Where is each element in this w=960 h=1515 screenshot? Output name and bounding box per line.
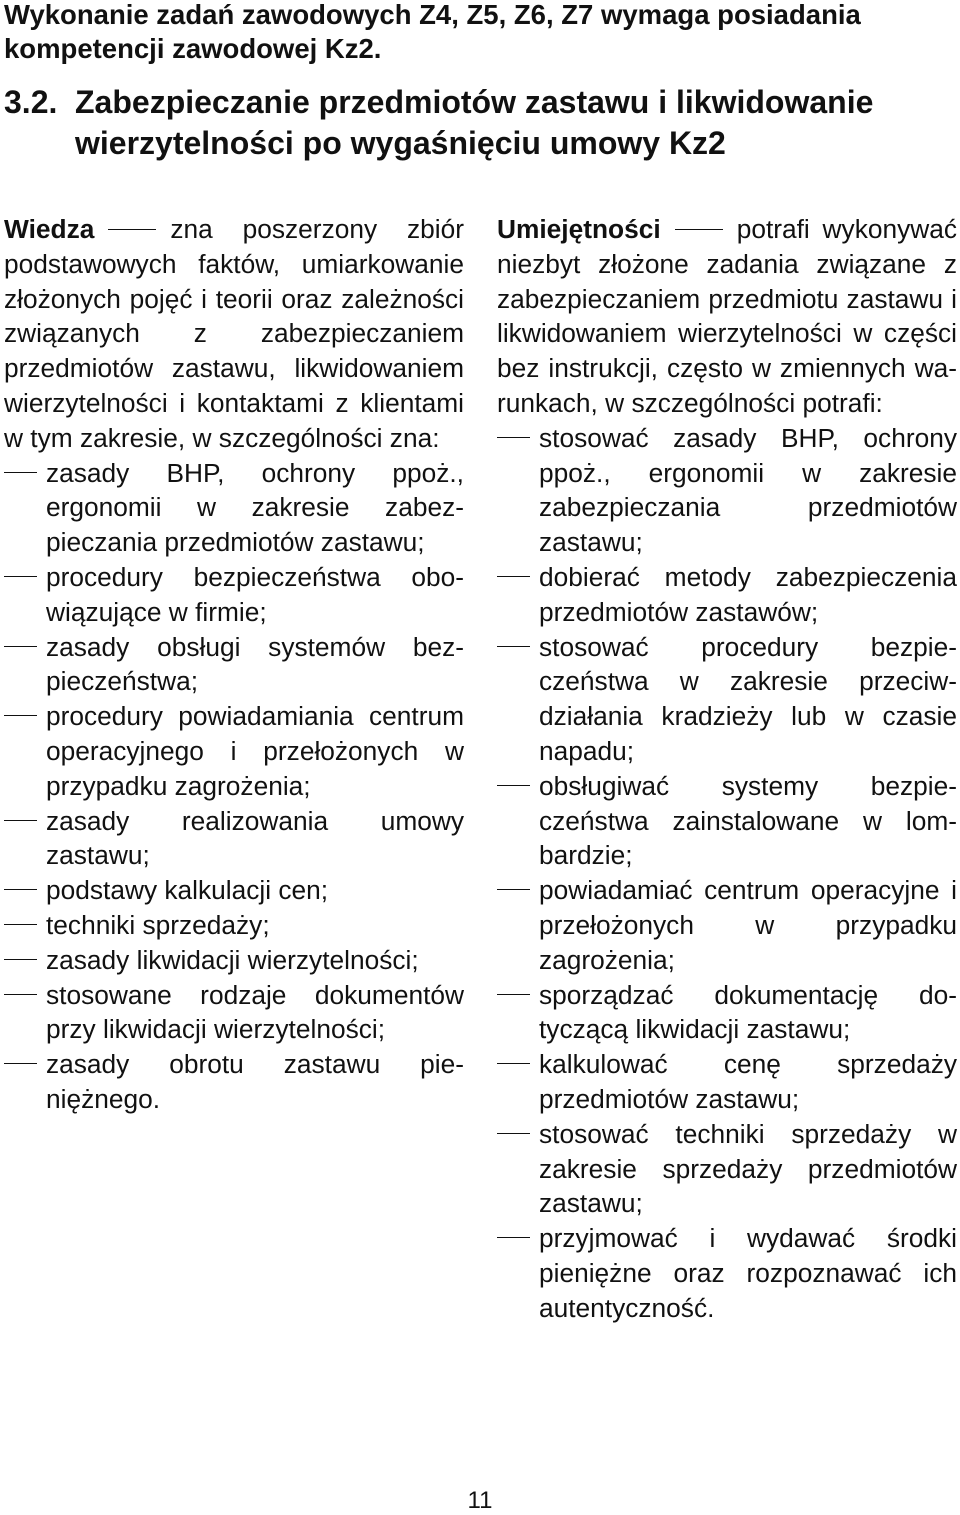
list-item <box>4 978 464 1048</box>
dash-separator <box>675 229 723 230</box>
skills-lead <box>497 212 957 421</box>
dash-bullet-icon <box>4 994 37 995</box>
list-item-text: dobierać metody zabezpieczenia przedmiotów zastawów; <box>539 561 957 627</box>
list-item <box>4 699 464 803</box>
skills-list <box>497 421 957 1326</box>
list-item <box>4 630 464 700</box>
skills-column <box>497 212 957 1326</box>
list-item-text: stosowane rodzaje dokumentów przy likwidacji wierzytelności; <box>46 979 464 1045</box>
dash-bullet-icon <box>4 576 37 577</box>
list-item <box>497 978 957 1048</box>
list-item <box>4 456 464 560</box>
list-item <box>4 908 464 943</box>
knowledge-heading: Wiedza <box>4 214 95 244</box>
list-item-text: procedury bezpieczeństwa obowiązujące w firmie; <box>46 561 464 627</box>
knowledge-text: zna poszerzony zbiór podstawowych faktów, umiarkowanie złożonych pojęć i teorii oraz zależności związanych z zabezpieczaniem przedmiotów zastawu, likwidowaniem wierzytelności i kontaktami z klientami w tym zakresie, w szczególności zna: <box>4 214 464 453</box>
dash-bullet-icon <box>4 959 37 960</box>
list-item-text: zasady likwidacji wierzytelności; <box>46 944 419 975</box>
dash-bullet-icon <box>4 1063 37 1064</box>
list-item <box>4 560 464 630</box>
list-item-text: procedury powiadamiania centrum operacyjnego i przełożonych w przypadku zagrożenia; <box>46 701 464 801</box>
list-item <box>4 873 464 908</box>
dash-bullet-icon <box>4 715 37 716</box>
dash-bullet-icon <box>4 820 37 821</box>
knowledge-lead <box>4 212 464 456</box>
list-item-text: zasady obrotu zastawu pieniężnego. <box>46 1049 464 1114</box>
list-item-text: stosować procedury bezpieczeństwa w zakresie przeciwdziałania kradzieży lub w czasie napadu; <box>539 631 957 766</box>
dash-bullet-icon <box>497 1063 530 1064</box>
list-item-text: zasady BHP, ochrony ppoż., ergonomii w zakresie zabezpieczania przedmiotów zastawu; <box>46 457 464 558</box>
dash-bullet-icon <box>4 889 37 890</box>
list-item <box>497 769 957 873</box>
dash-bullet-icon <box>497 889 530 890</box>
dash-bullet-icon <box>4 924 37 925</box>
list-item <box>4 804 464 874</box>
list-item <box>497 630 957 769</box>
dash-bullet-icon <box>497 1133 530 1134</box>
section-heading <box>4 82 944 164</box>
dash-bullet-icon <box>497 1237 530 1238</box>
dash-bullet-icon <box>497 785 530 786</box>
dash-bullet-icon <box>497 437 530 438</box>
list-item-text: stosować zasady BHP, ochrony ppoż., ergonomii w zakresie zabezpieczania przedmiotów zastawu; <box>539 422 957 558</box>
list-item-text: zasady obsługi systemów bezpieczeństwa; <box>46 631 464 697</box>
dash-bullet-icon <box>497 646 530 647</box>
list-item <box>497 560 957 630</box>
page-number: 11 <box>467 1487 493 1514</box>
list-item <box>4 1047 464 1117</box>
list-item <box>497 421 957 560</box>
list-item-text: techniki sprzedaży; <box>46 909 270 940</box>
list-item <box>497 1047 957 1117</box>
list-item <box>497 1117 957 1221</box>
intro-text: Wykonanie zadań zawodowych Z4, Z5, Z6, Z7 wymaga posiadania kompetencji zawodowej Kz2. <box>4 0 861 64</box>
list-item-text: obsługiwać systemy bezpieczeństwa zainstalowane w lombardzie; <box>539 770 957 871</box>
list-item-text: powiadamiać centrum operacyjne i przełożonych w przypadku zagrożenia; <box>539 875 957 975</box>
dash-bullet-icon <box>497 994 530 995</box>
section-title: Zabezpieczanie przedmiotów zastawu i likwidowanie wierzytelności po wygaśnięciu umowy Kz2 <box>75 84 874 161</box>
skills-heading: Umiejętności <box>497 214 661 244</box>
skills-text: potrafi wykonywać niezbyt złożone zadania związane z zabezpieczaniem przedmiotu zastawu i likwidowaniem wierzytelności w części bez instrukcji, często w zmiennych warunkach, w szczególności potrafi: <box>497 214 957 418</box>
list-item <box>497 1221 957 1325</box>
list-item-text: kalkulować cenę sprzedaży przedmiotów zastawu; <box>539 1049 957 1114</box>
dash-separator <box>108 229 156 230</box>
list-item-text: podstawy kalkulacji cen; <box>46 875 329 906</box>
list-item <box>497 873 957 977</box>
list-item-text: stosować techniki sprzedaży w zakresie sprzedaży przedmiotów zastawu; <box>539 1118 957 1219</box>
dash-bullet-icon <box>4 472 37 473</box>
list-item-text: zasady realizowania umowy zastawu; <box>46 805 464 871</box>
knowledge-list <box>4 456 464 1117</box>
dash-bullet-icon <box>497 576 530 577</box>
section-number: 3.2. <box>4 84 58 120</box>
dash-bullet-icon <box>4 646 37 647</box>
list-item <box>4 943 464 978</box>
list-item-text: przyjmować i wydawać środki pieniężne oraz rozpoznawać ich autentyczność. <box>539 1223 957 1323</box>
list-item-text: sporządzać dokumentację dotyczącą likwidacji zastawu; <box>539 979 957 1045</box>
knowledge-column <box>4 212 464 1117</box>
